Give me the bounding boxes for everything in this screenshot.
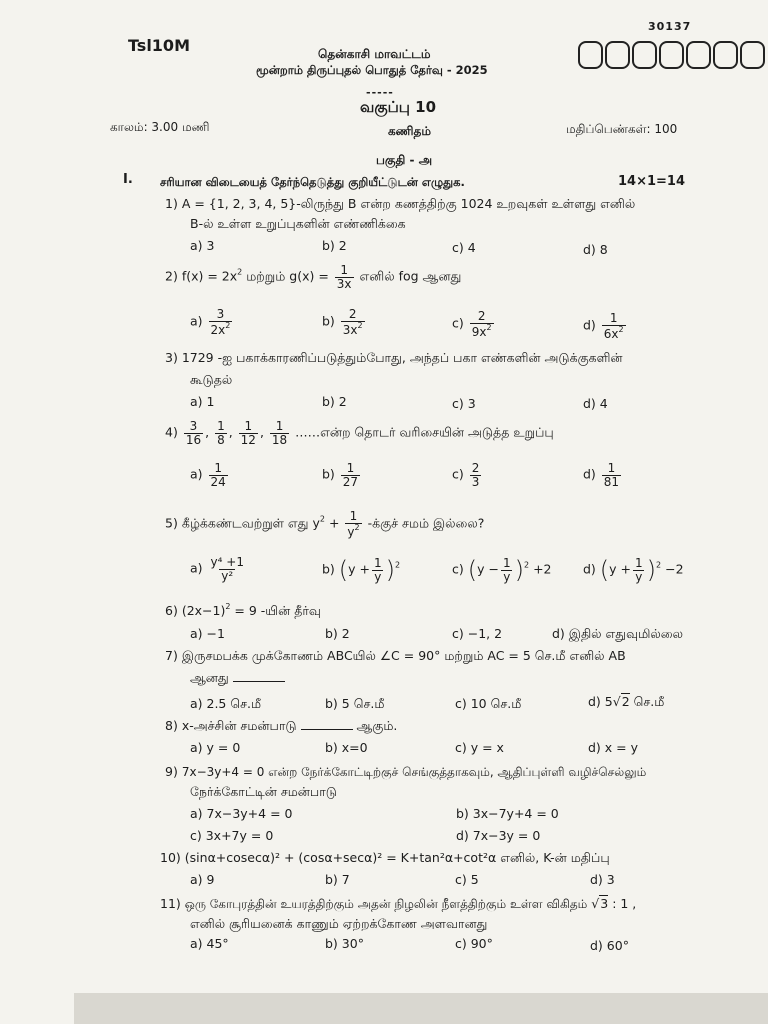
question-1-line2: B-ல் உள்ள உறுப்புகளின் எண்ணிக்கை	[190, 216, 406, 231]
q2-option-b[interactable]: b) $\frac{2}{3x^2}$	[322, 307, 363, 337]
question-number: 10)	[160, 850, 181, 865]
register-box	[713, 41, 738, 69]
fraction: $\frac{\text{y⁴ +1}}{\text{y²}}$	[210, 555, 244, 583]
register-number-boxes	[578, 41, 765, 69]
q7-option-d[interactable]: d) 5√2 செ.மீ	[588, 694, 665, 709]
q10-option-c[interactable]: c) 5	[455, 872, 479, 887]
q9-option-d[interactable]: d) 7x−3y = 0	[456, 828, 541, 843]
q1-option-a[interactable]: a) 3	[190, 238, 215, 253]
question-number: 9)	[165, 764, 178, 779]
question-number: 4)	[165, 424, 178, 440]
q4-option-d[interactable]: d) $\frac{1}{81}$	[583, 461, 620, 489]
question-9	[165, 764, 646, 781]
q1-option-c[interactable]: c) 4	[452, 240, 476, 255]
question-text: ஆகும்.	[356, 718, 398, 733]
q5-option-b[interactable]: b) (y + $\frac{1}{y}$ )$^2$	[322, 555, 401, 584]
exam-title: மூன்றாம் திருப்புதல் பொதுத் தேர்வு - 2025	[256, 63, 488, 77]
question-text: இருசமபக்க முக்கோணம் ABCயில் ∠C = 90° மற்றும் AC = 5 செ.மீ எனில் AB	[181, 648, 626, 663]
question-1	[165, 196, 635, 213]
question-text: ……என்ற தொடர் வரிசையின் அடுத்த உறுப்பு	[295, 424, 554, 440]
q3-option-d[interactable]: d) 4	[583, 396, 608, 411]
q11-option-a[interactable]: a) 45°	[190, 936, 229, 951]
question-7	[165, 648, 626, 665]
fraction: $\frac{3}{2x^2}$	[210, 307, 231, 337]
question-11-line2: எனில் சூரியனைக் காணும் ஏற்றக்கோண அளவானது	[190, 916, 488, 931]
district-title: தென்காசி மாவட்டம்	[318, 47, 431, 61]
register-box	[632, 41, 657, 69]
q4-option-b[interactable]: b) $\frac{1}{27}$	[322, 461, 359, 489]
answer-blank	[301, 719, 353, 730]
q9-option-c[interactable]: c) 3x+7y = 0	[190, 828, 274, 843]
q6-option-c[interactable]: c) −1, 2	[452, 626, 503, 641]
q9-option-b[interactable]: b) 3x−7y+4 = 0	[456, 806, 559, 821]
fraction: $\frac{1}{8}$	[217, 419, 225, 447]
q6-option-a[interactable]: a) −1	[190, 626, 225, 641]
q9-option-a[interactable]: a) 7x−3y+4 = 0	[190, 806, 293, 821]
section-title: பகுதி - அ	[376, 153, 433, 167]
question-11: 11) ஒரு கோபுரத்தின் உயரத்திற்கும் அதன் நிழலின் நீளத்திற்கும் உள்ள விகிதம் √3 : 1 ,	[160, 896, 637, 911]
question-number: 2)	[165, 268, 178, 284]
register-box	[740, 41, 765, 69]
q8-option-d[interactable]: d) x = y	[588, 740, 638, 755]
q10-option-a[interactable]: a) 9	[190, 872, 215, 887]
section-instruction: சரியான விடையைத் தேர்ந்தெடுத்து குறியீட்டுடன் எழுதுக.	[160, 175, 465, 189]
fraction: $\frac{2}{3}$	[471, 461, 480, 489]
question-text: A = {1, 2, 3, 4, 5}-லிருந்து B என்ற கணத்திற்கு 1024 உறவுகள் உள்ளது எனில்	[181, 196, 636, 211]
question-text: 1729 -ஐ பகாக்காரணிப்படுத்தும்போது, அந்தப் பகா எண்களின் அடுக்குகளின்	[181, 350, 623, 365]
question-9-line2: நேர்க்கோட்டின் சமன்பாடு	[190, 784, 337, 799]
question-number: 3)	[165, 350, 178, 365]
question-text: f(x) = 2x	[181, 268, 238, 284]
register-box	[578, 41, 603, 69]
fraction: $\frac{1}{3x}$	[336, 263, 352, 291]
total-marks: மதிப்பெண்கள்: 100	[566, 122, 678, 136]
q3-option-b[interactable]: b) 2	[322, 394, 347, 409]
q4-option-c[interactable]: c) $\frac{2}{3}$	[452, 461, 480, 489]
question-text: கீழ்க்கண்டவற்றுள் எது y	[181, 515, 320, 531]
q7-option-a[interactable]: a) 2.5 செ.மீ	[190, 696, 262, 711]
question-text: (sinα+cosecα)² + (cosα+secα)² = K+tan²α+cot²α எனில், K-ன் மதிப்பு	[184, 850, 610, 865]
q7-option-c[interactable]: c) 10 செ.மீ	[455, 696, 522, 711]
q6-option-b[interactable]: b) 2	[325, 626, 350, 641]
q8-option-a[interactable]: a) y = 0	[190, 740, 241, 755]
section-roman: I.	[123, 172, 133, 187]
q8-option-b[interactable]: b) x=0	[325, 740, 368, 755]
question-number: 5)	[165, 515, 178, 531]
register-box	[659, 41, 684, 69]
question-text: மற்றும் g(x) =	[242, 268, 333, 284]
fraction: $\frac{1}{27}$	[342, 461, 359, 489]
register-box	[686, 41, 711, 69]
q5-option-c[interactable]: c) (y − $\frac{1}{y}$ )$^2$ +2	[452, 555, 552, 584]
section-score: 14×1=14	[618, 174, 686, 189]
q2-option-a[interactable]: a) $\frac{3}{2x^2}$	[190, 307, 231, 337]
question-text: எனில் fog ஆனது	[359, 268, 462, 284]
fraction: $\frac{3}{16}$	[185, 419, 202, 447]
question-number: 8)	[165, 718, 178, 733]
question-10	[160, 850, 610, 867]
q6-option-d[interactable]: d) இதில் எதுவுமில்லை	[552, 626, 683, 641]
question-number: 6)	[165, 603, 178, 618]
q10-option-d[interactable]: d) 3	[590, 872, 615, 887]
q7-option-b[interactable]: b) 5 செ.மீ	[325, 696, 385, 711]
class-title: வகுப்பு 10	[360, 98, 437, 116]
register-box	[605, 41, 630, 69]
paper-code: Tsl10M	[128, 36, 190, 55]
header-separator: -----	[366, 86, 394, 99]
q4-option-a[interactable]: a) $\frac{1}{24}$	[190, 461, 226, 489]
question-text: = 9 -யின் தீர்வு	[230, 603, 321, 618]
q5-option-d[interactable]: d) (y + $\frac{1}{y}$ )$^2$ −2	[583, 555, 684, 584]
q11-option-c[interactable]: c) 90°	[455, 936, 493, 951]
question-text: -க்குச் சமம் இல்லை?	[367, 515, 485, 531]
q5-option-a[interactable]: a) $\frac{\text{y⁴ +1}}{\text{y²}}$	[190, 555, 244, 583]
question-5: 5) கீழ்க்கண்டவற்றுள் எது $y^2$ + $\frac{1}{y^2}$ -க்குச் சமம் இல்லை?	[165, 509, 485, 539]
q10-option-b[interactable]: b) 7	[325, 872, 350, 887]
fraction: $\frac{1}{24}$	[210, 461, 226, 489]
fraction: $\frac{1}{12}$	[240, 419, 256, 447]
page-fold-shadow	[74, 993, 768, 1024]
serial-number: 30137	[648, 20, 692, 33]
fraction: $\frac{1}{y^2}$	[347, 509, 360, 539]
q11-option-b[interactable]: b) 30°	[325, 936, 364, 951]
q3-option-a[interactable]: a) 1	[190, 394, 215, 409]
question-3	[165, 350, 623, 367]
exponent: 2	[237, 267, 243, 277]
question-8	[165, 718, 397, 735]
question-number: 7)	[165, 648, 178, 663]
fraction: $\frac{2}{3x^2}$	[342, 307, 363, 337]
answer-blank	[233, 671, 285, 682]
question-6: 6) $(2x-1)^2 = 9$ -யின் தீர்வு	[165, 602, 321, 618]
fraction: $\frac{1}{6x^2}$	[603, 311, 624, 341]
question-text: ஒரு கோபுரத்தின் உயரத்திற்கும் அதன் நிழலின் நீளத்திற்கும் உள்ள விகிதம்	[184, 897, 588, 911]
question-number: 1)	[165, 196, 178, 211]
question-text: (2x−1)	[181, 603, 226, 618]
q8-option-c[interactable]: c) y = x	[455, 740, 504, 755]
question-2	[165, 264, 461, 290]
q2-option-c[interactable]: c) $\frac{2}{9x^2}$	[452, 309, 492, 339]
question-4: 4) $\frac{3}{16}$ , $\frac{1}{8}$ , $\frac{1}{12}$ , $\frac{1}{18}$ ……என்ற தொடர் வரிசையின் அடுத்த உறுப்பு	[165, 419, 554, 447]
question-7-line2: ஆனது	[190, 670, 285, 687]
q11-option-d[interactable]: d) 60°	[590, 938, 629, 953]
fraction: $\frac{1}{18}$	[271, 419, 288, 447]
subject-title: கணிதம்	[388, 124, 431, 138]
question-text: x-அச்சின் சமன்பாடு	[181, 718, 297, 733]
fraction: $\frac{2}{9x^2}$	[471, 309, 492, 339]
question-3-line2: கூடுதல்	[190, 372, 233, 387]
question-number: 11)	[160, 896, 181, 911]
q2-option-d[interactable]: d) $\frac{1}{6x^2}$	[583, 311, 624, 341]
exam-duration: காலம்: 3.00 மணி	[110, 120, 210, 134]
question-text: 7x−3y+4 = 0 என்ற நேர்க்கோட்டிற்குச் செங்குத்தாகவும், ஆதிப்புள்ளி வழிச்செல்லும்	[181, 765, 647, 779]
fraction: $\frac{1}{81}$	[603, 461, 620, 489]
q1-option-d[interactable]: d) 8	[583, 242, 608, 257]
q1-option-b[interactable]: b) 2	[322, 238, 347, 253]
q3-option-c[interactable]: c) 3	[452, 396, 476, 411]
